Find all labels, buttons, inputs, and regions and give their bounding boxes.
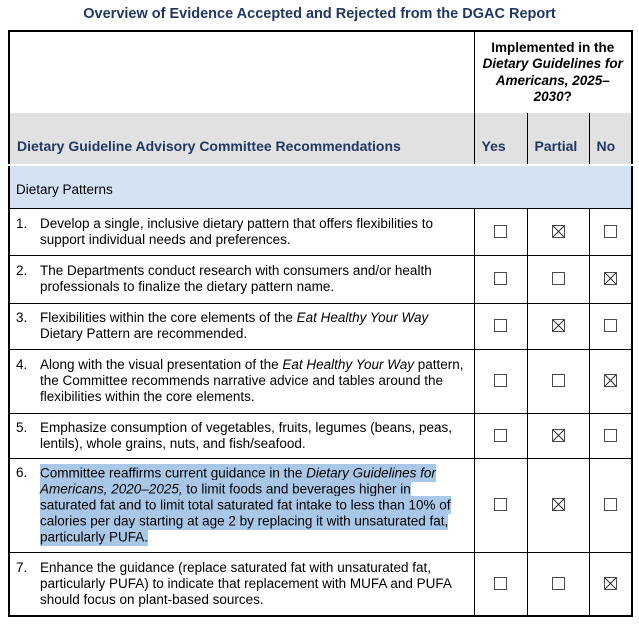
row-text [40,465,470,545]
yes-checkbox[interactable] [494,225,507,238]
empty-header-cell [9,31,474,113]
yes-checkbox-cell [474,349,527,413]
implemented-header-suffix: ? [563,89,572,104]
recommendation-cell [9,208,474,255]
section-header-row [9,165,632,208]
no-checkbox-cell [589,552,632,616]
recommendation-cell [9,303,474,349]
column-header-row [9,113,632,165]
table-row [9,458,632,552]
recommendation-cell [9,458,474,552]
partial-checkbox-cell [527,458,589,552]
partial-checkbox-cell [527,303,589,349]
row-text: The Departments conduct research with consumers and/or health professionals to finalize the dietary pattern name. [40,263,432,294]
no-checkbox[interactable] [604,272,617,285]
no-checkbox[interactable] [604,577,617,590]
yes-checkbox-cell [474,303,527,349]
partial-checkbox[interactable] [552,498,565,511]
row-text: Flexibilities within the core elements of the Eat Healthy Your Way Dietary Pattern are recommended. [40,310,429,341]
table-row [9,413,632,458]
partial-checkbox[interactable] [552,374,565,387]
table-row [9,552,632,616]
partial-checkbox-cell [527,413,589,458]
text-selection-highlight: Committee reaffirms current guidance in the Dietary Guidelines for Americans, 2020–2025, to limit foods and beverages higher in saturated fat and to limit total saturated fat intake to less than 10% of calories per day starting at age 2 by replacing it with unsaturated fat, particularly PUFA. [40,465,451,544]
partial-checkbox-cell [527,208,589,255]
no-checkbox-cell [589,303,632,349]
yes-checkbox[interactable] [494,498,507,511]
yes-checkbox[interactable] [494,374,507,387]
evidence-table [8,30,633,617]
no-checkbox[interactable] [604,225,617,238]
row-number: 6. [16,465,28,480]
yes-checkbox[interactable] [494,272,507,285]
no-checkbox-cell [589,458,632,552]
yes-checkbox-cell [474,255,527,303]
section-header-dietary-patterns: Dietary Patterns [9,165,632,208]
partial-checkbox[interactable] [552,272,565,285]
no-checkbox-cell [589,349,632,413]
no-checkbox-cell [589,208,632,255]
yes-column-header: Yes [474,113,527,165]
no-checkbox[interactable] [604,319,617,332]
recommendation-cell [9,413,474,458]
implemented-header-cell [474,31,632,113]
no-column-header: No [589,113,632,165]
recommendation-cell [9,255,474,303]
yes-checkbox-cell [474,458,527,552]
no-checkbox[interactable] [604,498,617,511]
row-text: Enhance the guidance (replace saturated fat with unsaturated fat, particularly PUFA) to indicate that replacement with MUFA and PUFA should focus on plant-based sources. [40,559,452,607]
recommendations-column-header: Dietary Guideline Advisory Committee Recommendations [9,113,474,165]
row-number: 3. [16,310,28,325]
partial-checkbox[interactable] [552,319,565,332]
row-number: 7. [16,559,28,575]
row-number: 2. [16,263,28,278]
no-checkbox-cell [589,413,632,458]
row-number: 5. [16,419,28,435]
yes-checkbox[interactable] [494,577,507,590]
recommendation-cell [9,552,474,616]
table-row [9,349,632,413]
partial-checkbox-cell [527,552,589,616]
row-number: 4. [16,357,28,372]
partial-checkbox[interactable] [552,225,565,238]
partial-checkbox-cell [527,349,589,413]
implemented-header-row [9,31,632,113]
yes-checkbox-cell [474,413,527,458]
implemented-header-italic: Dietary Guidelines for Americans, 2025–2030 [482,56,623,104]
partial-column-header: Partial [527,113,589,165]
table-row [9,255,632,303]
table-row [9,303,632,349]
no-checkbox[interactable] [604,429,617,442]
implemented-header-text: Implemented in the [491,39,615,55]
partial-checkbox[interactable] [552,429,565,442]
page-title: Overview of Evidence Accepted and Rejected from the DGAC Report [83,6,556,22]
row-text: Develop a single, inclusive dietary pattern that offers flexibilities to support individual needs and preferences. [40,215,433,247]
yes-checkbox[interactable] [494,319,507,332]
table-row [9,208,632,255]
partial-checkbox-cell [527,255,589,303]
partial-checkbox[interactable] [552,577,565,590]
yes-checkbox-cell [474,208,527,255]
yes-checkbox-cell [474,552,527,616]
yes-checkbox[interactable] [494,429,507,442]
recommendation-cell [9,349,474,413]
row-number: 1. [16,215,28,231]
no-checkbox-cell [589,255,632,303]
row-text: Along with the visual presentation of the Eat Healthy Your Way pattern, the Committee recommends narrative advice and tables around the flexibilities within the core elements. [40,357,464,404]
no-checkbox[interactable] [604,374,617,387]
row-text: Emphasize consumption of vegetables, fruits, legumes (beans, peas, lentils), whole grains, nuts, and fish/seafood. [40,419,452,451]
